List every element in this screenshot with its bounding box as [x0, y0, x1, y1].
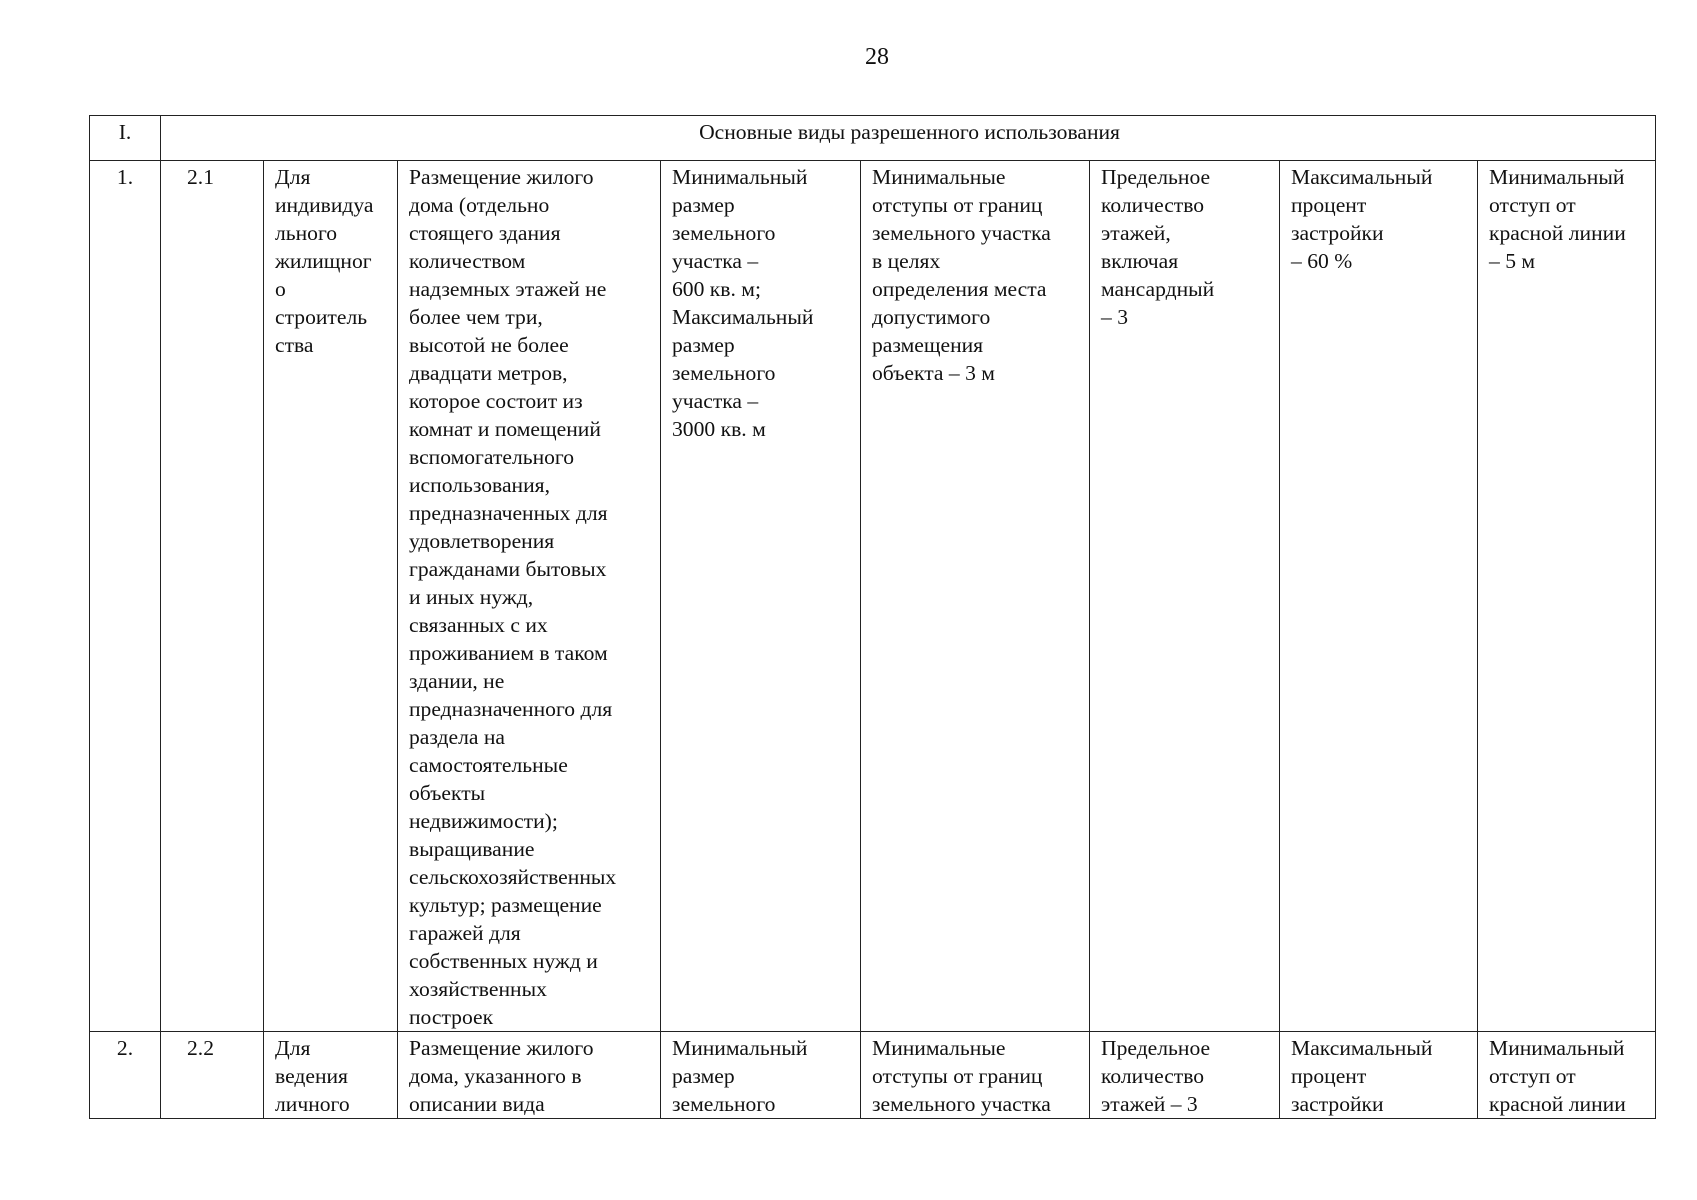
building-coverage: Максимальный процент застройки	[1280, 1032, 1478, 1119]
red-line-setback: Минимальный отступ от красной линии	[1478, 1032, 1656, 1119]
page-number: 28	[865, 44, 889, 70]
plot-size-limits: Минимальный размер земельного участка – 600 кв. м; Максимальный размер земельного участка – 3000 кв. м	[661, 161, 861, 1032]
zoning-regulations-table	[89, 115, 1656, 1119]
boundary-setbacks: Минимальные отступы от границ земельного участка	[861, 1032, 1090, 1119]
section-number: I.	[90, 116, 161, 161]
use-description: Размещение жилого дома (отдельно стоящего здания количеством надземных этажей не более чем три, высотой не более двадцати метров, которое состоит из комнат и помещений вспомогательного использования, предназначенных для удовлетворения гражданами бытовых и иных нужд, связанных с их проживанием в таком здании, не предназначенного для раздела на самостоятельные объекты недвижимости); выращивание сельскохозяйственных культур; размещение гаражей для собственных нужд и хозяйственных построек	[398, 161, 661, 1032]
section-title: Основные виды разрешенного использования	[161, 116, 1656, 161]
use-description: Размещение жилого дома, указанного в описании вида	[398, 1032, 661, 1119]
table-row	[90, 1032, 1656, 1119]
plot-size-limits: Минимальный размер земельного	[661, 1032, 861, 1119]
row-number: 2.	[90, 1032, 161, 1119]
floor-limit: Предельное количество этажей, включая мансардный – 3	[1090, 161, 1280, 1032]
table-row	[90, 161, 1656, 1032]
floor-limit: Предельное количество этажей – 3	[1090, 1032, 1280, 1119]
row-number: 1.	[90, 161, 161, 1032]
boundary-setbacks: Минимальные отступы от границ земельного участка в целях определения места допустимого размещения объекта – 3 м	[861, 161, 1090, 1032]
use-name: Для ведения личного	[264, 1032, 398, 1119]
building-coverage: Максимальный процент застройки – 60 %	[1280, 161, 1478, 1032]
section-header-row	[90, 116, 1656, 161]
use-name: Для индивидуа льного жилищног о строитель ства	[264, 161, 398, 1032]
red-line-setback: Минимальный отступ от красной линии – 5 м	[1478, 161, 1656, 1032]
use-code: 2.2	[161, 1032, 264, 1119]
use-code: 2.1	[161, 161, 264, 1032]
